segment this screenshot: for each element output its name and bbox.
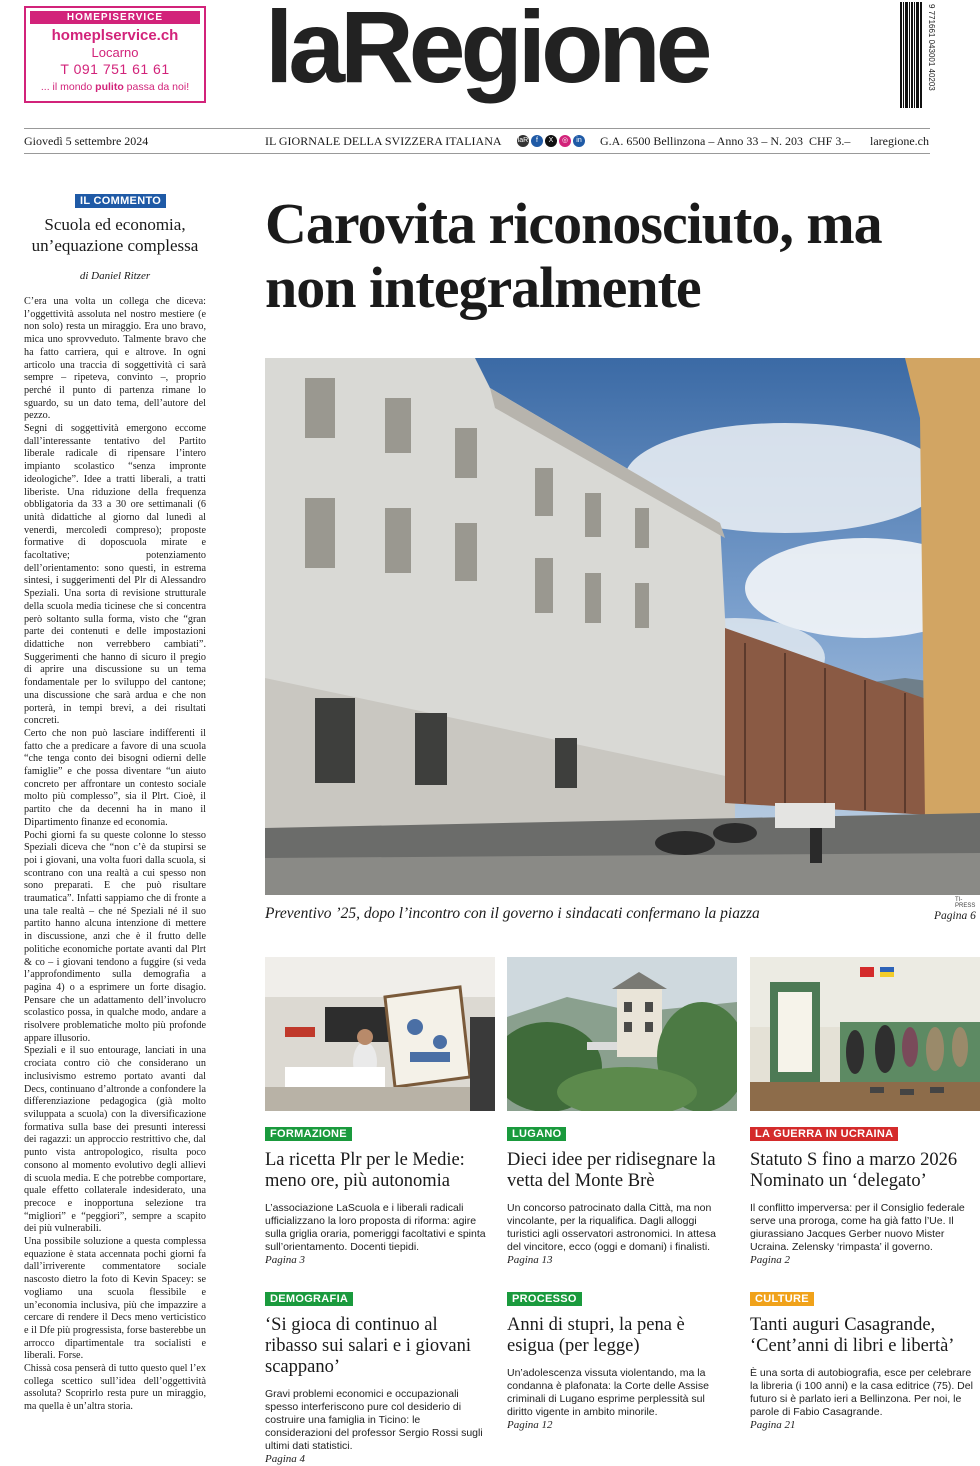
linkedin-icon[interactable]: in <box>573 135 585 147</box>
article-ucraina[interactable] <box>750 1124 973 1267</box>
newspaper-logo[interactable]: laRegione <box>265 0 708 104</box>
article-title[interactable]: La ricetta Plr per le Medie: meno ore, più autonomia <box>265 1150 465 1191</box>
website-link[interactable]: laregione.ch <box>870 134 929 148</box>
article-page-ref[interactable]: Pagina 13 <box>507 1254 553 1266</box>
article-demografia[interactable] <box>265 1289 488 1466</box>
article-tag: LA GUERRA IN UCRAINA <box>750 1127 898 1141</box>
commentary-tag: IL COMMENTO <box>75 194 166 208</box>
article-page-ref[interactable]: Pagina 4 <box>265 1453 306 1465</box>
article-formazione[interactable] <box>265 1124 488 1267</box>
social-icons <box>517 135 585 147</box>
article-page-ref[interactable]: Pagina 12 <box>507 1419 553 1431</box>
lead-caption[interactable]: Preventivo ’25, dopo l’incontro con il governo i sindacati confermano la piazza <box>265 905 760 922</box>
article-tag: FORMAZIONE <box>265 1127 352 1141</box>
issue-date: Giovedì 5 settembre 2024 <box>24 134 149 148</box>
price: CHF 3.– <box>809 134 851 148</box>
article-page-ref[interactable]: Pagina 21 <box>750 1419 796 1431</box>
commentary-paragraph: Speziali e il suo entourage, lanciati in una crociata contro ciò che considerano un inclusivismo estremo portato avanti dal Decs, continuano d’altronde a confondere la differenziazione pedagogica (già molto sviluppata a scuola) con la diversificazione formativa sulla base dei presunti interessi dei ragazzi: un approccio restrittivo che, dal punto vista antropologico, risulta poco consono al momento evolutivo degli allievi di scuola media. E che potrebbe comportare, quale effetto collaterale indesiderato, una precoce e inopportuna selezione tra “migliori” e “peggiori”, sempre a scapito dei più vulnerabili. <box>24 1045 206 1235</box>
article-processo[interactable] <box>507 1289 730 1432</box>
commentary-author: di Daniel Ritzer <box>79 270 151 282</box>
lead-page-ref[interactable]: Pagina 6 <box>934 910 976 922</box>
article-title[interactable]: ‘Si gioca di continuo al ribasso sui salari e i giovani scappano’ <box>265 1315 472 1377</box>
article-page-ref[interactable]: Pagina 2 <box>750 1254 791 1266</box>
article-title[interactable]: Statuto S fino a marzo 2026 Nominato un ‘delegato’ <box>750 1150 958 1191</box>
edition-info: G.A. 6500 Bellinzona – Anno 33 – N. 203 <box>600 134 803 148</box>
info-bar <box>24 128 930 154</box>
commentary-paragraph: C’era una volta un collega che diceva: l’oggettività assoluta nel nostro mestiere (e non solo) resta un miraggio. Era uno bravo, mica uno sprovveduto. Talmente bravo che ha fatto carriera, qui e altrove. In ogni articolo una traccia di soggettività ci sarà sempre – ripeteva, convinto –, proprio perché il punto di partenza rimane lo sguardo, su un dato tema, dell’autore del pezzo. <box>24 296 206 422</box>
barcode-number: 9 771661 043001 40203 <box>927 4 936 91</box>
lead-headline[interactable]: Carovita riconosciuto, ma non integralmente <box>265 191 882 320</box>
article-lugano[interactable] <box>507 1124 730 1267</box>
article-summary: Il conflitto imperversa: per il Consiglio federale serve una proroga, come ha già fatto l’Ue. Il giurassiano Jacques Gerber nuovo Mister Ucraina. Zelensky ‘rimpasta’ il governo. Pagina 2 <box>750 1202 965 1266</box>
commentary-paragraph: Chissà cosa penserà di tutto questo quel l’ex collega scettico sull’idea dell’oggettività assoluta? Scoprirlo resta pure un miraggio, ma quella è un’altra storia. <box>24 1363 206 1413</box>
article-tag: LUGANO <box>507 1127 566 1141</box>
article-photo-lugano[interactable] <box>507 957 737 1111</box>
lead-photo[interactable] <box>265 358 980 895</box>
article-title[interactable]: Tanti auguri Casagrande, ‘Cent’anni di libri e libertà’ <box>750 1315 955 1356</box>
tagline: IL GIORNALE DELLA SVIZZERA ITALIANA <box>265 134 502 148</box>
article-summary: È una sorta di autobiografia, esce per celebrare la libreria (i 100 anni) e la casa editrice (75). Del futuro si è parlato ieri a Bellinzona. Per noi, le parole di Fabio Casagrande. Pagina 21 <box>750 1367 973 1431</box>
article-summary: Gravi problemi economici e occupazionali spesso interferiscono pure col desiderio di costruire una famiglia in Ticino: le considerazioni del professor Sergio Rossi sugli ultimi dati statistici. Pagina 4 <box>265 1388 483 1465</box>
barcode <box>900 2 922 108</box>
photo-credit: TI-PRESS <box>955 897 976 909</box>
article-tag: CULTURE <box>750 1292 814 1306</box>
article-title[interactable]: Anni di stupri, la pena è esigua (per legge) <box>507 1315 685 1356</box>
article-culture[interactable] <box>750 1289 973 1432</box>
instagram-icon[interactable]: ◎ <box>559 135 571 147</box>
ad-phone: T 091 751 61 61 <box>60 61 170 77</box>
article-tag: DEMOGRAFIA <box>265 1292 353 1306</box>
ad-website: homeplservice.ch <box>51 27 179 44</box>
commentary-paragraph: Pochi giorni fa su queste colonne lo stesso Speziali diceva che “non c’è da stupirsi se poi i giovani, una volta fuori dalla scuola, si scontrano con una realtà a cui spesso non sono preparati. E che può risultare traumatica”. Infatti sappiamo che di fronte a una tale realtà – che né Speziali né il suo partito hanno alcuna intenzione di mettere in discussione, anzi che è il frutto delle politiche economiche portate avanti dal Plrt & co – i giovani tendono a fuggire (si veda l’approfondimento sulla demografia a pagina 4) o a esprimere un forte disagio. Pensare che un adattamento dell’involucro scolastico possa, in qualche modo, andare a risolvere problematiche molto più profonde appare illusorio. <box>24 829 206 1044</box>
article-summary: L’associazione LaScuola e i liberali radicali ufficializzano la loro proposta di riforma: agire sulla griglia oraria, pomeriggi facoltativi e spinta sull’orientamento. Docenti tiepidi. Pagina 3 <box>265 1202 486 1266</box>
article-photo-formazione[interactable] <box>265 957 495 1111</box>
laregione-icon[interactable]: laR <box>517 135 529 147</box>
ad-slogan: ... il mondo pulito passa da noi! <box>40 81 190 93</box>
commentary-title[interactable]: Scuola ed economia, un’equazione complessa <box>31 215 199 255</box>
advertisement[interactable] <box>24 6 206 103</box>
article-title[interactable]: Dieci idee per ridisegnare la vetta del Monte Brè <box>507 1150 716 1191</box>
article-page-ref[interactable]: Pagina 3 <box>265 1254 306 1266</box>
article-summary: Un’adolescenza vissuta violentando, ma la condanna è plafonata: la Corte delle Assise criminali di Lugano esprime perplessità sul diritto vigente in ambito minorile. Pagina 12 <box>507 1367 709 1431</box>
commentary-body <box>24 296 206 1414</box>
ad-header: HOMEPISERVICE <box>30 11 200 24</box>
article-photo-ucraina[interactable] <box>750 957 980 1111</box>
article-tag: PROCESSO <box>507 1292 582 1306</box>
commentary-paragraph: Certo che non può lasciare indifferenti il fatto che a predicare a favore di una scuola “che tenga conto dei bisogni odierni delle famiglie” e che possa diventare “un aiuto concreto per affrontare un contesto sociale molto più complesso”, sia il Plrt. Cioè, il partito che da decenni ha in mano il Dipartimento finanze ed economia. <box>24 727 206 828</box>
commentary-paragraph: Segni di soggettività emergono eccome dall’interessante tentativo del Partito liberale radicale di ripensare l’intero impianto scolastico “senza impronte ideologiche”. Idee a tratti liberali, a tratti liberiste. Una riduzione della frequenza obbligatoria da 33 a 30 ore settimanali (6 unità didattiche al giorno dal lunedì al venerdì, mercoledì compreso); proposte formative di doposcuola mirate e facoltative; potenziamento dell’orientamento: sono questi, in estrema sintesi, i suggerimenti del Plr di Alessandro Speziali. Una sorta di revisione strutturale della scuola media ticinese che si concentra però soltanto sulla forma, visto che “gran parte dei contenuti e delle impostazioni didattiche non verrebbero cambiati”. Suggerimenti che hanno di sicuro il pregio di aprire una discussione su un tema fondamentale per lo sviluppo del cantone; una discussione che sarà ardua e che non porterà, in tempi brevi, a dei risultati concreti. <box>24 423 206 727</box>
ad-city: Locarno <box>91 45 139 60</box>
commentary-paragraph: Una possibile soluzione a questa complessa equazione è stata accennata pochi giorni fa dall’irriverente commentatore sociale nascosto dietro la foto di Kevin Spacey: se vogliamo una scuola flessibile e un’economia inclusiva, più che impazzire a cercare di rendere il Decs meno verticistico e il Dfe più progressista, forse basterebbe un arrocco dipartimentale tra socialisti e liberali. Forse. <box>24 1236 206 1362</box>
article-summary: Un concorso patrocinato dalla Città, ma non vincolante, per la riqualifica. Dagli alloggi turistici agli osservatori astronomici. In attesa del vincitore, ecco (oggi e domani) i finalisti. Pagina 13 <box>507 1202 716 1266</box>
facebook-icon[interactable]: f <box>531 135 543 147</box>
x-icon[interactable]: X <box>545 135 557 147</box>
